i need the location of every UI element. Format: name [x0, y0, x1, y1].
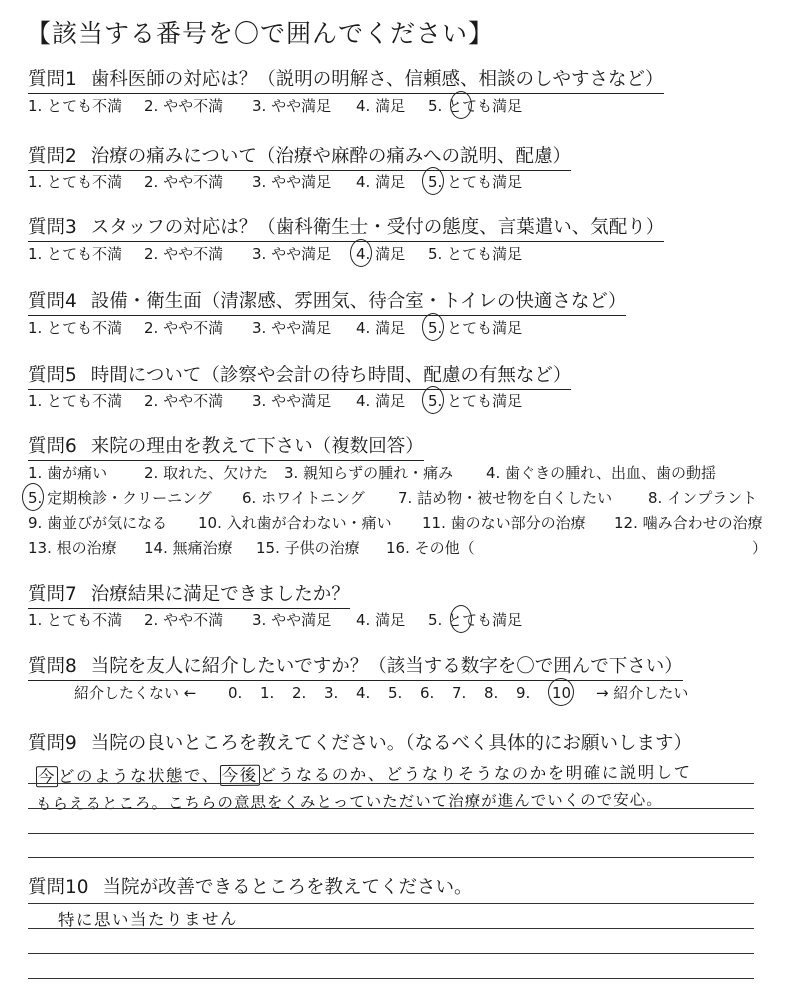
question-6-row-3: [28, 513, 788, 533]
option-5-selected[interactable]: [428, 318, 522, 338]
option-1[interactable]: 1. とても不満: [28, 173, 123, 191]
question-4-text: 設備・衛生面（清潔感、雰囲気、待合室・トイレの快適さなど）: [90, 291, 627, 312]
reason-option-selected[interactable]: [28, 488, 212, 508]
option-2[interactable]: 2. やや不満: [144, 392, 224, 410]
question-2: [28, 145, 788, 171]
question-3-text: スタッフの対応は？（歯科衛生士・受付の態度、言葉遣い、気配り）: [90, 217, 665, 238]
other-option[interactable]: 16. その他（: [386, 539, 475, 557]
question-2-options: [28, 172, 788, 192]
question-10: [28, 873, 788, 899]
answer-line: [28, 833, 754, 834]
question-7-options: [28, 610, 788, 630]
question-4: [28, 290, 788, 316]
question-3: [28, 216, 788, 242]
option-5-selected[interactable]: [428, 391, 522, 411]
option-2[interactable]: 2. やや不満: [144, 611, 224, 629]
reason-option[interactable]: 6. ホワイトニング: [242, 489, 365, 507]
option-1[interactable]: 1. とても不満: [28, 245, 123, 263]
question-6-row-1: [28, 463, 788, 483]
reason-option[interactable]: 12. 噛み合わせの治療: [614, 514, 763, 532]
question-1-title: [28, 68, 664, 94]
question-1: [28, 68, 788, 94]
reason-option[interactable]: 1. 歯が痛い: [28, 464, 108, 482]
option-3[interactable]: 3. やや満足: [252, 97, 332, 115]
question-5: [28, 364, 788, 390]
option-4-selected[interactable]: [356, 244, 405, 264]
reason-option[interactable]: 8. インプラント: [648, 489, 758, 507]
option-2[interactable]: 2. やや不満: [144, 97, 224, 115]
option-2[interactable]: 2. やや不満: [144, 173, 224, 191]
option-4[interactable]: 4. 満足: [356, 319, 406, 337]
question-5-title: [28, 364, 571, 390]
reason-option[interactable]: 14. 無痛治療: [144, 539, 233, 557]
question-2-text: 治療の痛みについて（治療や麻酔の痛みへの説明、配慮）: [90, 146, 572, 167]
question-7-text: 治療結果に満足できましたか？: [90, 584, 350, 605]
scale-5[interactable]: 5.: [388, 684, 403, 702]
answer-line: [28, 978, 754, 979]
reason-option[interactable]: 7. 詰め物・被せ物を白くしたい: [398, 489, 613, 507]
option-5-selected[interactable]: [428, 96, 522, 116]
question-9-text: 当院の良いところを教えてください。（なるべく具体的にお願いします）: [90, 733, 693, 754]
selection-circle: [450, 605, 472, 633]
option-5[interactable]: 5. とても満足: [428, 245, 523, 263]
option-2[interactable]: 2. やや不満: [144, 245, 224, 263]
q9-answer-text: どうなるのか、どうなりそうなのかを明確に説明して: [259, 762, 692, 785]
question-6-row-2: [28, 488, 788, 508]
question-8: [28, 655, 788, 681]
scale-right-label: → 紹介したい: [596, 684, 689, 702]
selection-circle: [22, 483, 44, 511]
answer-line: [28, 857, 754, 858]
option-5-label: 5. とても満足: [428, 173, 523, 191]
answer-line: [28, 808, 754, 809]
question-1-options: [28, 96, 788, 116]
question-7: [28, 583, 788, 609]
question-6-title: [28, 435, 424, 461]
question-5-options: [28, 391, 788, 411]
scale-7[interactable]: 7.: [452, 684, 467, 702]
option-1[interactable]: 1. とても不満: [28, 319, 123, 337]
option-5-selected[interactable]: [428, 610, 522, 630]
reason-option[interactable]: 2. 取れた、欠けた: [144, 464, 269, 482]
question-10-number: 質問10: [28, 877, 89, 898]
q10-answer-line-1: 特に思い当たりません: [57, 909, 239, 930]
question-1-number: 質問1: [28, 69, 77, 90]
question-2-number: 質問2: [28, 146, 77, 167]
scale-10-label: 10: [552, 684, 572, 702]
scale-3[interactable]: 3.: [324, 684, 339, 702]
question-9: [28, 729, 788, 755]
question-4-number: 質問4: [28, 291, 77, 312]
question-5-number: 質問5: [28, 365, 77, 386]
question-10-title: [28, 877, 473, 898]
other-close-paren: ）: [752, 539, 768, 557]
option-4[interactable]: 4. 満足: [356, 392, 406, 410]
q9-answer-text: どのような状態で、: [57, 766, 220, 787]
q9-answer-boxed-now: 今: [36, 766, 58, 787]
scale-10-selected[interactable]: [552, 683, 571, 703]
question-7-title: [28, 583, 350, 609]
option-5-selected[interactable]: [428, 172, 522, 192]
option-1[interactable]: 1. とても不満: [28, 97, 123, 115]
option-4[interactable]: 4. 満足: [356, 97, 406, 115]
scale-6[interactable]: 6.: [420, 684, 435, 702]
question-6: [28, 435, 788, 461]
selection-circle: [422, 313, 444, 341]
option-1[interactable]: 1. とても不満: [28, 392, 123, 410]
scale-8[interactable]: 8.: [484, 684, 499, 702]
reason-option-label: 5. 定期検診・クリーニング: [28, 489, 212, 507]
selection-circle: [548, 678, 574, 706]
question-4-title: [28, 290, 626, 316]
option-1[interactable]: 1. とても不満: [28, 611, 123, 629]
option-5-label: 5. とても満足: [428, 319, 523, 337]
question-8-title: [28, 655, 683, 681]
selection-circle: [350, 239, 372, 267]
scale-1[interactable]: 1.: [260, 684, 275, 702]
q9-answer-boxed-future: 今後: [220, 765, 260, 786]
question-2-title: [28, 145, 571, 171]
question-4-options: [28, 318, 788, 338]
option-3[interactable]: 3. やや満足: [252, 245, 332, 263]
question-9-number: 質問9: [28, 733, 77, 754]
question-7-number: 質問7: [28, 584, 77, 605]
reason-option[interactable]: 11. 歯のない部分の治療: [422, 514, 586, 532]
answer-line: [28, 783, 754, 784]
question-6-text: 来院の理由を教えて下さい（複数回答）: [90, 436, 424, 457]
option-5-label: 5. とても満足: [428, 97, 523, 115]
question-3-options: [28, 244, 788, 264]
answer-line: [28, 928, 754, 929]
scale-9[interactable]: 9.: [516, 684, 531, 702]
question-8-text: 当院を友人に紹介したいですか？（該当する数字を〇で囲んで下さい）: [90, 656, 683, 677]
reason-option[interactable]: 3. 親知らずの腫れ・痛み: [284, 464, 454, 482]
reason-option[interactable]: 10. 入れ歯が合わない・痛い: [198, 514, 392, 532]
question-3-number: 質問3: [28, 217, 77, 238]
question-3-title: [28, 216, 664, 242]
reason-option[interactable]: 13. 根の治療: [28, 539, 117, 557]
answer-line: [28, 903, 754, 904]
option-3[interactable]: 3. やや満足: [252, 611, 332, 629]
question-9-title: [28, 733, 692, 754]
question-6-row-4: [28, 538, 788, 558]
option-3[interactable]: 3. やや満足: [252, 392, 332, 410]
question-1-text: 歯科医師の対応は？（説明の明解さ、信頼感、相談のしやすさなど）: [90, 69, 664, 90]
question-5-text: 時間について（診察や会計の待ち時間、配慮の有無など）: [90, 365, 572, 386]
reason-option[interactable]: 15. 子供の治療: [256, 539, 360, 557]
option-4-label: 4. 満足: [356, 245, 406, 263]
scale-0[interactable]: 0.: [228, 684, 243, 702]
scale-4[interactable]: 4.: [356, 684, 371, 702]
q9-answer-line-2: もらえるところ。こちらの意思をくみとっていただいて治療が進んでいくので安心。: [35, 790, 663, 814]
reason-option[interactable]: 4. 歯ぐきの腫れ、出血、歯の動揺: [486, 464, 716, 482]
option-4[interactable]: 4. 満足: [356, 173, 406, 191]
reason-option[interactable]: 9. 歯並びが気になる: [28, 514, 168, 532]
question-8-scale: [28, 683, 788, 703]
form-header: 【該当する番号を〇で囲んでください】: [26, 19, 495, 48]
selection-circle: [422, 167, 444, 195]
question-6-number: 質問6: [28, 436, 77, 457]
scale-left-label: 紹介したくない ←: [74, 684, 197, 702]
option-5-label: 5. とても満足: [428, 611, 523, 629]
answer-line: [28, 953, 754, 954]
option-3[interactable]: 3. やや満足: [252, 319, 332, 337]
option-2[interactable]: 2. やや不満: [144, 319, 224, 337]
question-10-text: 当院が改善できるところを教えてください。: [102, 877, 473, 898]
option-4[interactable]: 4. 満足: [356, 611, 406, 629]
option-3[interactable]: 3. やや満足: [252, 173, 332, 191]
selection-circle: [450, 91, 472, 119]
question-8-number: 質問8: [28, 656, 77, 677]
scale-2[interactable]: 2.: [292, 684, 307, 702]
selection-circle: [422, 386, 444, 414]
option-5-label: 5. とても満足: [428, 392, 523, 410]
